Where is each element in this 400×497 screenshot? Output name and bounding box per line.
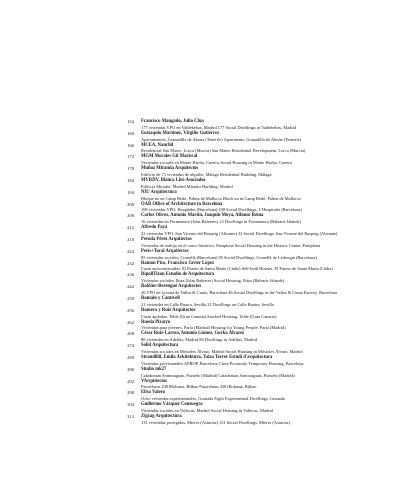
index-entry xyxy=(0,166,400,178)
entry-page-number: 268 xyxy=(127,331,134,337)
entry-architect: Rueda Pizarro xyxy=(141,319,171,325)
index-entry xyxy=(0,308,400,320)
entry-page-number: 286 xyxy=(127,366,134,372)
entry-project: Casas apiladas, Telde (Gran Canaria) Stacked Housing, Telde (Gran Canaria) xyxy=(141,313,277,319)
entry-page-number: 172 xyxy=(127,154,134,160)
entry-architect: Guillermo Vázquez Consuegra xyxy=(141,402,203,408)
entry-architect: Romera y Ruiz Arquitectos xyxy=(141,307,196,313)
index-entry xyxy=(0,119,400,131)
entry-page-number: 184 xyxy=(127,177,134,183)
entry-project: Passivhaus 4381Bolsana, Bilbao Passivhaus 4381Bolsana, Bilbao xyxy=(141,384,257,390)
entry-project: Edificio de 73 viviendas de alquiler, Málaga Residential Building, Málaga xyxy=(141,172,272,178)
entry-page-number: 298 xyxy=(127,390,134,396)
entry-architect: NIU Arquitectura xyxy=(141,189,177,195)
entry-page-number: 312 xyxy=(127,413,134,419)
entry-page-number: 250 xyxy=(127,295,134,301)
entry-architect: Eustaquio Martínez, Virgilio Gutiérrez xyxy=(141,130,220,136)
entry-project: Viviendas provisionales APROP, Barcelona Close Proximity Temporary Housing, Barcelona xyxy=(141,360,304,366)
entry-architect: OAB Office of Architecture in Barcelona xyxy=(141,201,223,207)
entry-project: 16 viviendas en Formentera (Islas Baleares) 14 Dwellings in Formentera (Balearic Islands) xyxy=(141,219,301,225)
entry-page-number: 274 xyxy=(127,343,134,349)
index-entry xyxy=(0,284,400,296)
entry-architect: Peroda Pérez Arquitectos xyxy=(141,236,192,242)
index-entry xyxy=(0,154,400,166)
entry-project: Viviendas sociales en Monte Hacho, Cuenca Social Housing in Monte Hacho, Cuenca xyxy=(141,160,293,166)
entry-architect: Carlos Olivez, Antonio Martín, Joaquín Moya, Alfonso Reina xyxy=(141,213,264,219)
entry-project: 32 viviendas VPO, San Vicente del Raspeig (Alicante) 32 Social Dwellings, San Vicente del Raspeig (Alicante) xyxy=(141,231,338,237)
index-entry xyxy=(0,320,400,332)
index-entry xyxy=(0,261,400,273)
entry-architect: César Ruiz-Larrea, Antonio Gómez, Gorka Álvarez xyxy=(141,331,245,337)
index-entry xyxy=(0,296,400,308)
index-entry xyxy=(0,190,400,202)
project-index-list xyxy=(0,119,400,426)
entry-architect: RipollTizon Estudio de Arquitectura xyxy=(141,272,215,278)
entry-page-number: 304 xyxy=(127,402,134,408)
entry-architect: MCEA, Nanclid xyxy=(141,142,174,148)
entry-architect: Romain y Cantivell xyxy=(141,295,180,301)
entry-project: Viviendas sociales en Móstoles Álvaro, Madrid Social Housing in Móstoles Álvaro, Madrid xyxy=(141,349,303,355)
entry-project: 46 VPO en la zona de Vallsa & Cunia, Barcelona 46 Social Dwellings in the Vallsa & Cunia Factory, Barcelona xyxy=(141,290,337,296)
index-entry xyxy=(0,237,400,249)
index-entry xyxy=(0,225,400,237)
index-entry xyxy=(0,379,400,391)
entry-architect: Ramón Pico, Francisco Javier López xyxy=(141,260,215,266)
index-entry xyxy=(0,355,400,367)
entry-architect: VArquitectos xyxy=(141,378,168,384)
index-entry xyxy=(0,131,400,143)
entry-project: Viviendas de realojo en el casco histórico, Pamplona Social Housing in the Historic Center, Pamplona xyxy=(141,242,321,248)
entry-project: Apartamentos, Granadilla de Abona (Tenerife) Apartments, Granadilla de Abona (Tenerife) xyxy=(141,136,302,142)
index-entry xyxy=(0,331,400,343)
entry-page-number: 256 xyxy=(127,307,134,313)
entry-architect: Perís+Toral Arquitectes xyxy=(141,248,189,254)
index-entry xyxy=(0,390,400,402)
entry-project: 86 viviendas en Adelfas, Madrid 86 Dwellings in Adelfas, Madrid xyxy=(141,337,257,343)
entry-project: Viviendas sociales en Vallecas, Madrid Social Housing in Vallecas, Madrid xyxy=(141,408,273,414)
index-entry xyxy=(0,143,400,155)
entry-architect: Studio mk27 xyxy=(141,366,167,372)
entry-project: Casas autoconstruidas, El Puerto de Santa María (Cádiz) Self-built Houses, El Puerto de Santa María (Cádiz) xyxy=(141,266,333,272)
entry-page-number: 154 xyxy=(127,119,134,124)
entry-architect: Alfredo Payá xyxy=(141,225,168,231)
index-entry xyxy=(0,343,400,355)
entry-page-number: 236 xyxy=(127,272,134,278)
entry-page-number: 200 xyxy=(127,201,134,207)
entry-page-number: 280 xyxy=(127,354,134,360)
entry-project: Viviendas sociales, Ibiza (Islas Baleares) Social Housing, Ibiza (Balearic Islands) xyxy=(141,278,284,284)
entry-architect: Strandlilil, Emila Arkitektura, Yaiza Terrer Estudi d'arquitectura xyxy=(141,354,273,360)
entry-page-number: 262 xyxy=(127,319,134,325)
index-entry xyxy=(0,367,400,379)
index-entry xyxy=(0,402,400,414)
entry-page-number: 292 xyxy=(127,378,134,384)
index-entry xyxy=(0,272,400,284)
entry-architect: Solid Arquitectura xyxy=(141,343,179,349)
entry-page-number: 218 xyxy=(127,236,134,242)
entry-page-number: 194 xyxy=(127,189,134,195)
index-entry xyxy=(0,249,400,261)
entry-project: 131 viviendas protegidas, Mieres (Asturias) 131 Social Dwellings, Mieres (Asturias) xyxy=(141,419,290,425)
entry-project: Caladonian Somosaguas, Pozuelo (Madrid) Caladonian Somosaguas, Pozuelo (Madrid) xyxy=(141,372,295,378)
entry-page-number: 242 xyxy=(127,284,134,290)
index-entry xyxy=(0,414,400,426)
entry-project: Bloque no en Camp Redó, Palma de Mallorca Block no in Camp Redó, Palma de Mallorca xyxy=(141,195,301,201)
entry-page-number: 160 xyxy=(127,130,134,136)
entry-project: Edificio Mirador, Madrid Mirador Building, Madrid xyxy=(141,183,233,189)
index-entry xyxy=(0,213,400,225)
entry-project: 85 viviendas sociales, Cornellà (Barcelona) 85 Social Dwellings, Cornellà de Llobregat (Barcelona) xyxy=(141,254,317,260)
entry-page-number: 224 xyxy=(127,248,134,254)
entry-architect: MVRDV, Blanca Lleó Asociados xyxy=(141,177,206,183)
entry-project: 177 viviendas VPO en Valdebebas, Madrid 177 Social Dwellings in Valdebebas, Madrid xyxy=(141,124,297,130)
entry-page-number: 178 xyxy=(127,166,134,172)
entry-project: Ocho viviendas experimentales, Granada Eight Experimental Dwellings, Granada xyxy=(141,396,285,402)
index-entry xyxy=(0,178,400,190)
entry-page-number: 206 xyxy=(127,213,134,219)
index-entry xyxy=(0,202,400,214)
entry-project: 21 viviendas en Calle Ruaira, Sevilla 21 Dwellings on Calle Ruaira, Sevilla xyxy=(141,301,274,307)
entry-page-number: 166 xyxy=(127,142,134,148)
entry-project: Viviendas para jóvenes, Parla (Madrid) Housing for Young People, Parla (Madrid) xyxy=(141,325,286,331)
entry-architect: Elisa Valero xyxy=(141,390,166,396)
entry-page-number: 212 xyxy=(127,225,134,231)
entry-architect: MGM Morales Gil Mariscal xyxy=(141,154,198,160)
entry-architect: Francisco Mangado, Julio Clua xyxy=(141,119,204,124)
entry-architect: Muñoz Miranda Arquitectos xyxy=(141,166,199,172)
entry-page-number: 232 xyxy=(127,260,134,266)
entry-project: Residencial San Mateo, Lorca (Murcia) San Mateo Residential Development, Lorca (Murcia) xyxy=(141,148,306,154)
entry-project: 108 viviendas VPO, Hospitalet (Barcelona) 108 Social Dwellings, L'Hospitalet (Barcelona) xyxy=(141,207,302,213)
entry-architect: Zigzag Arquitectura xyxy=(141,413,182,419)
entry-architect: Roldán+Berengué Arquitectes xyxy=(141,284,202,290)
